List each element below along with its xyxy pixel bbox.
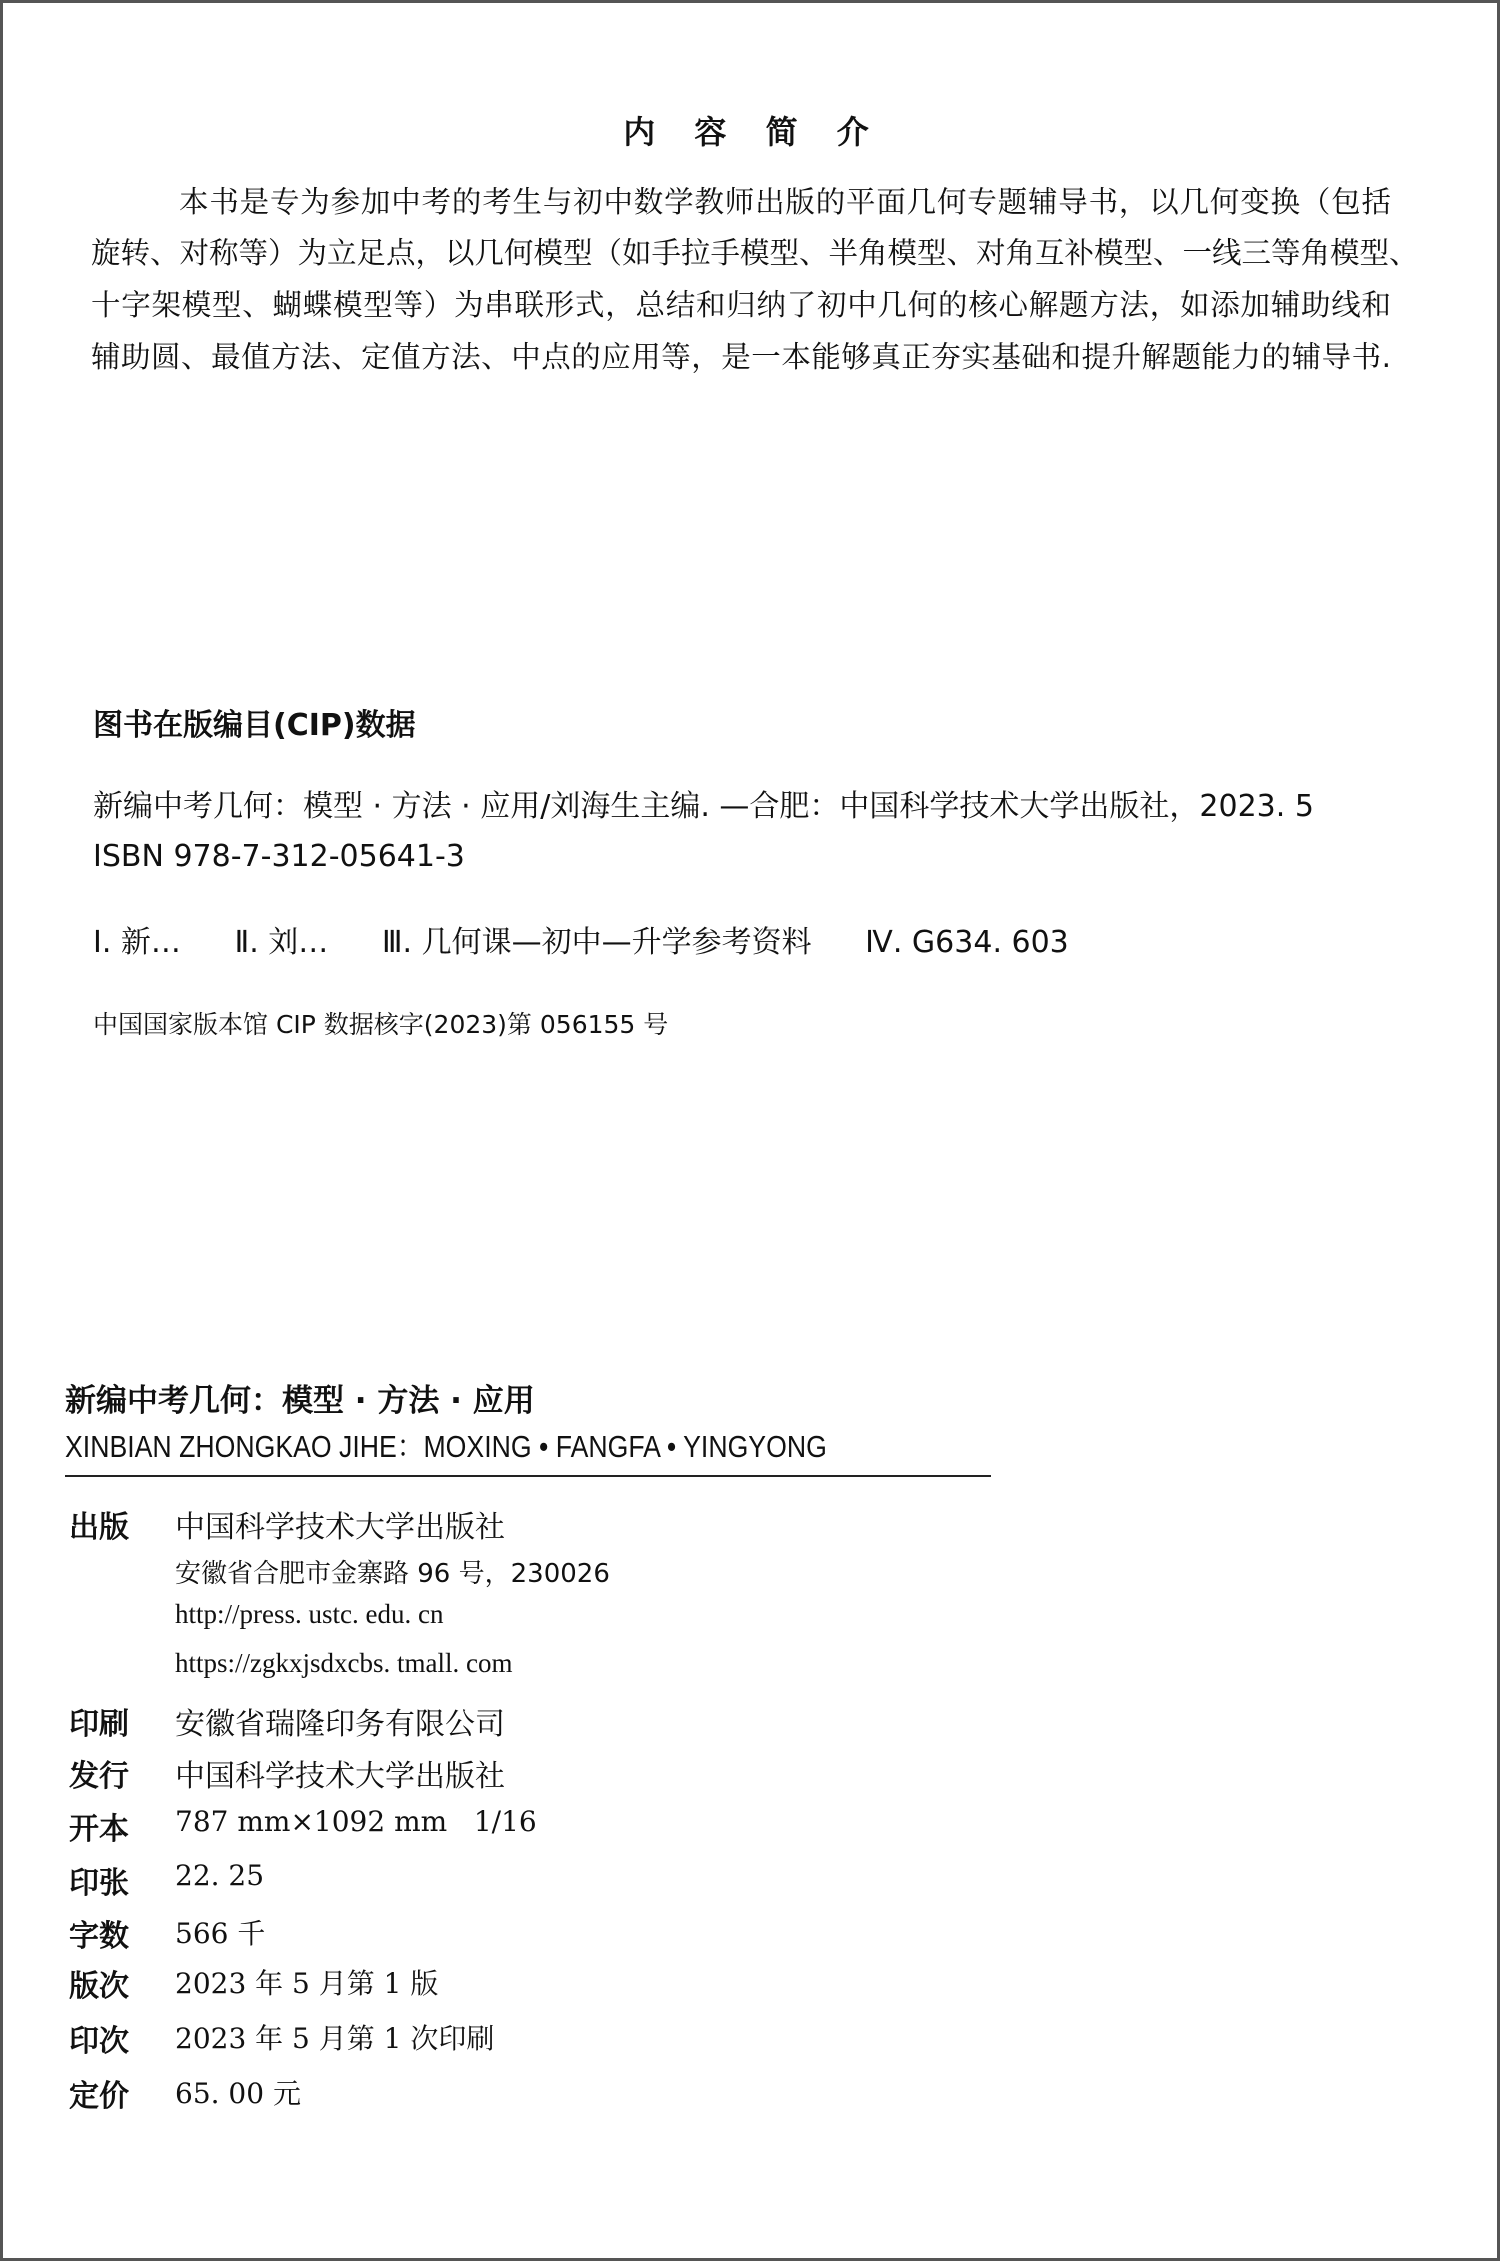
format-value: 787 mm×1092 mm 1/16 [175, 1805, 537, 1838]
summary-line-3: 十字架模型、蝴蝶模型等）为串联形式，总结和归纳了初中几何的核心解题方法，如添加辅助线和 [91, 288, 1391, 322]
sheets-label: 印张 [69, 1866, 129, 1901]
summary-line-1: 本书是专为参加中考的考生与初中数学教师出版的平面几何专题辅导书，以几何变换（包括 [179, 185, 1391, 219]
printer-label: 印刷 [69, 1707, 129, 1742]
cip-class-3: Ⅲ. 几何课—初中—升学参考资料 [381, 925, 812, 960]
distributor-label: 发行 [69, 1759, 129, 1794]
colophon-title: 新编中考几何：模型 · 方法 · 应用 [65, 1383, 535, 1419]
format-label: 开本 [69, 1812, 129, 1847]
cip-isbn: ISBN 978-7-312-05641-3 [93, 839, 465, 874]
cip-library-note: 中国国家版本馆 CIP 数据核字(2023)第 056155 号 [93, 1010, 669, 1039]
printer-value: 安徽省瑞隆印务有限公司 [175, 1707, 505, 1742]
word-count-value: 566 千 [175, 1917, 266, 1950]
edition-label: 版次 [69, 1969, 129, 2004]
publisher-address: 安徽省合肥市金寨路 96 号，230026 [175, 1559, 610, 1589]
summary-heading: 内 容 简 介 [623, 113, 883, 151]
printing-value: 2023 年 5 月第 1 次印刷 [175, 2022, 495, 2055]
cip-record: 新编中考几何：模型 · 方法 · 应用/刘海生主编. —合肥：中国科学技术大学出版社，2023. 5 [93, 789, 1314, 824]
summary-line-4: 辅助圆、最值方法、定值方法、中点的应用等，是一本能够真正夯实基础和提升解题能力的辅导书. [91, 340, 1391, 374]
cip-heading: 图书在版编目(CIP)数据 [93, 708, 416, 743]
colophon-divider [65, 1475, 991, 1477]
printing-label: 印次 [69, 2024, 129, 2059]
cip-classification [93, 917, 1113, 961]
publisher-label: 出版 [69, 1510, 129, 1545]
colophon-pinyin-title: XINBIAN ZHONGKAO JIHE：MOXING • FANGFA • YINGYONG [65, 1429, 827, 1464]
summary-line-2: 旋转、对称等）为立足点，以几何模型（如手拉手模型、半角模型、对角互补模型、一线三等角模型、 [91, 236, 1419, 270]
word-count-label: 字数 [69, 1919, 129, 1954]
price-value: 65. 00 元 [175, 2077, 301, 2110]
distributor-value: 中国科学技术大学出版社 [175, 1759, 505, 1794]
publisher-shop[interactable]: https://zgkxjsdxcbs. tmall. com [175, 1648, 513, 1678]
cip-class-2: Ⅱ. 刘… [234, 925, 329, 960]
edition-value: 2023 年 5 月第 1 版 [175, 1967, 439, 2000]
sheets-value: 22. 25 [175, 1859, 265, 1892]
price-label: 定价 [69, 2079, 129, 2114]
cip-class-1: Ⅰ. 新… [93, 925, 181, 960]
cip-class-4: Ⅳ. G634. 603 [865, 925, 1069, 960]
publisher-website[interactable]: http://press. ustc. edu. cn [175, 1599, 444, 1629]
publisher-name: 中国科学技术大学出版社 [175, 1510, 505, 1545]
